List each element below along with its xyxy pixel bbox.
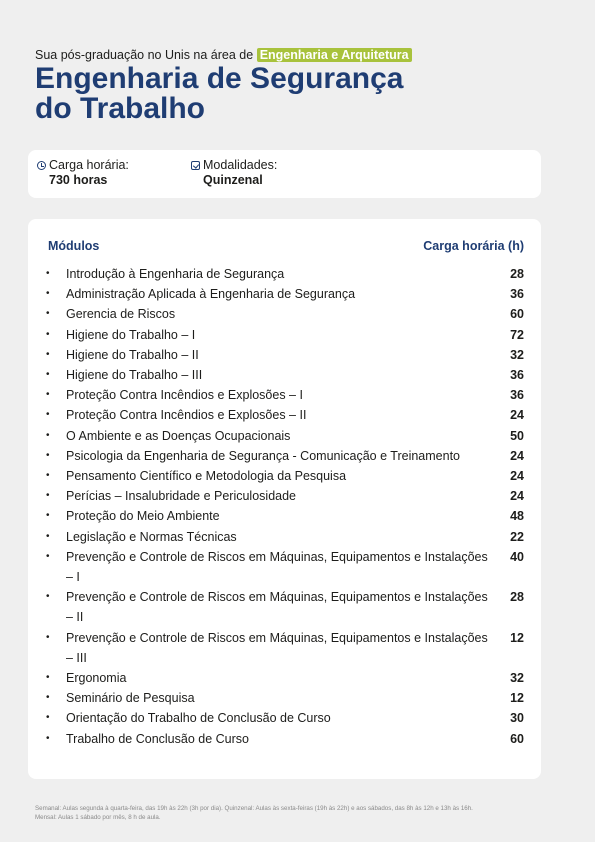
module-name: Administração Aplicada à Engenharia de Segurança bbox=[66, 287, 356, 302]
module-name: Prevenção e Controle de Riscos em Máquinas, Equipamentos e Instalações – I bbox=[66, 549, 488, 585]
module-name: Pensamento Científico e Metodologia da Pesquisa bbox=[66, 469, 347, 484]
module-name: Higiene do Trabalho – II bbox=[66, 347, 199, 362]
module-hours: 28 bbox=[510, 590, 524, 605]
module-hours: 48 bbox=[510, 509, 524, 524]
module-name: Higiene do Trabalho – III bbox=[66, 368, 203, 383]
clock-icon bbox=[37, 161, 46, 170]
bullet: • bbox=[46, 692, 50, 704]
list-item bbox=[28, 325, 541, 345]
module-name: Proteção do Meio Ambiente bbox=[66, 509, 220, 524]
list-item bbox=[28, 466, 541, 486]
module-name: Introdução à Engenharia de Segurança bbox=[66, 267, 285, 281]
modules-list bbox=[28, 264, 541, 749]
modules-card bbox=[28, 219, 541, 779]
list-item bbox=[28, 729, 541, 749]
bullet: • bbox=[46, 449, 50, 461]
module-hours: 22 bbox=[510, 529, 524, 544]
list-item bbox=[28, 527, 541, 547]
bullet: • bbox=[46, 429, 50, 441]
list-item bbox=[28, 264, 541, 284]
module-name: Proteção Contra Incêndios e Explosões – I bbox=[66, 388, 303, 403]
module-name: O Ambiente e as Doenças Ocupacionais bbox=[66, 428, 291, 443]
bullet: • bbox=[46, 389, 50, 401]
list-item bbox=[28, 405, 541, 425]
module-hours: 50 bbox=[510, 428, 524, 443]
list-item bbox=[28, 708, 541, 728]
list-item bbox=[28, 506, 541, 526]
list-item bbox=[28, 587, 541, 627]
title-line-1: Engenharia de Segurança bbox=[35, 62, 404, 95]
module-hours: 12 bbox=[510, 691, 524, 706]
bullet: • bbox=[46, 348, 50, 360]
bullet: • bbox=[46, 510, 50, 522]
bullet: • bbox=[46, 308, 50, 320]
module-hours: 60 bbox=[510, 731, 524, 746]
list-item bbox=[28, 426, 541, 446]
bullet: • bbox=[46, 490, 50, 502]
bullet: • bbox=[46, 631, 50, 643]
checkbox-icon bbox=[191, 161, 200, 170]
hours-label: Carga horária: bbox=[49, 158, 129, 172]
list-item bbox=[28, 668, 541, 688]
list-item bbox=[28, 446, 541, 466]
module-name: Orientação do Trabalho de Conclusão de Curso bbox=[66, 711, 331, 726]
module-name: Trabalho de Conclusão de Curso bbox=[66, 731, 249, 746]
module-hours: 36 bbox=[510, 368, 524, 383]
footnote-line-1: Semanal: Aulas segunda à quarta-feira, das 19h às 22h (3h por dia). Quinzenal: Aulas às sexta-feiras (19h às 22h) e aos sábados, das 8h às 12h e 13h às 16h. bbox=[35, 805, 473, 812]
bullet: • bbox=[46, 288, 50, 300]
bullet: • bbox=[46, 550, 50, 562]
hours-column-header: Carga horária (h) bbox=[423, 239, 524, 253]
bullet: • bbox=[46, 268, 50, 279]
bullet: • bbox=[46, 672, 50, 684]
module-name: Proteção Contra Incêndios e Explosões – II bbox=[66, 408, 307, 423]
module-hours: 24 bbox=[510, 469, 524, 484]
module-hours: 24 bbox=[510, 408, 524, 423]
module-name: Gerencia de Riscos bbox=[66, 307, 176, 322]
module-hours: 40 bbox=[510, 549, 524, 564]
list-item bbox=[28, 365, 541, 385]
bullet: • bbox=[46, 732, 50, 744]
hours-info bbox=[37, 158, 129, 188]
module-name: Prevenção e Controle de Riscos em Máquinas, Equipamentos e Instalações – II bbox=[66, 590, 488, 625]
hours-value: 730 horas bbox=[49, 173, 108, 187]
list-item bbox=[28, 385, 541, 405]
module-hours: 60 bbox=[510, 307, 524, 322]
footnote bbox=[35, 804, 555, 822]
module-name: Psicologia da Engenharia de Segurança - Comunicação e Treinamento bbox=[66, 448, 460, 463]
course-info-card bbox=[28, 150, 541, 198]
bullet: • bbox=[46, 591, 50, 603]
module-name: Perícias – Insalubridade e Periculosidade bbox=[66, 489, 296, 504]
module-name: Ergonomia bbox=[66, 671, 127, 686]
module-hours: 36 bbox=[510, 388, 524, 403]
page-title bbox=[35, 64, 575, 124]
bullet: • bbox=[46, 470, 50, 482]
module-hours: 32 bbox=[510, 671, 524, 686]
module-hours: 32 bbox=[510, 347, 524, 362]
intro-label: Sua pós-graduação no Unis na área de bbox=[35, 48, 254, 62]
list-item bbox=[28, 688, 541, 708]
module-hours: 24 bbox=[510, 489, 524, 504]
title-line-2: do Trabalho bbox=[35, 92, 206, 125]
module-name: Legislação e Normas Técnicas bbox=[66, 529, 237, 544]
area-badge: Engenharia e Arquitetura bbox=[257, 48, 412, 62]
intro-text bbox=[35, 48, 412, 62]
list-item bbox=[28, 284, 541, 304]
bullet: • bbox=[46, 328, 50, 340]
modules-column-header: Módulos bbox=[48, 239, 100, 253]
list-item bbox=[28, 304, 541, 324]
list-item bbox=[28, 486, 541, 506]
bullet: • bbox=[46, 712, 50, 724]
module-hours: 12 bbox=[510, 630, 524, 645]
list-item bbox=[28, 547, 541, 587]
module-hours: 30 bbox=[510, 711, 524, 726]
module-name: Prevenção e Controle de Riscos em Máquinas, Equipamentos e Instalações – III bbox=[66, 630, 488, 665]
bullet: • bbox=[46, 409, 50, 421]
modality-value: Quinzenal bbox=[203, 173, 263, 187]
bullet: • bbox=[46, 369, 50, 381]
bullet: • bbox=[46, 530, 50, 542]
list-item bbox=[28, 628, 541, 668]
list-item bbox=[28, 345, 541, 365]
module-hours: 28 bbox=[510, 267, 524, 281]
module-hours: 24 bbox=[510, 448, 524, 463]
footnote-line-2: Mensal: Aulas 1 sábado por mês, 8 h de aula. bbox=[35, 814, 161, 821]
modality-info bbox=[191, 158, 277, 188]
module-name: Seminário de Pesquisa bbox=[66, 691, 195, 706]
module-hours: 36 bbox=[510, 287, 524, 302]
module-hours: 72 bbox=[510, 327, 524, 342]
module-name: Higiene do Trabalho – I bbox=[66, 327, 196, 342]
modality-label: Modalidades: bbox=[203, 158, 278, 172]
